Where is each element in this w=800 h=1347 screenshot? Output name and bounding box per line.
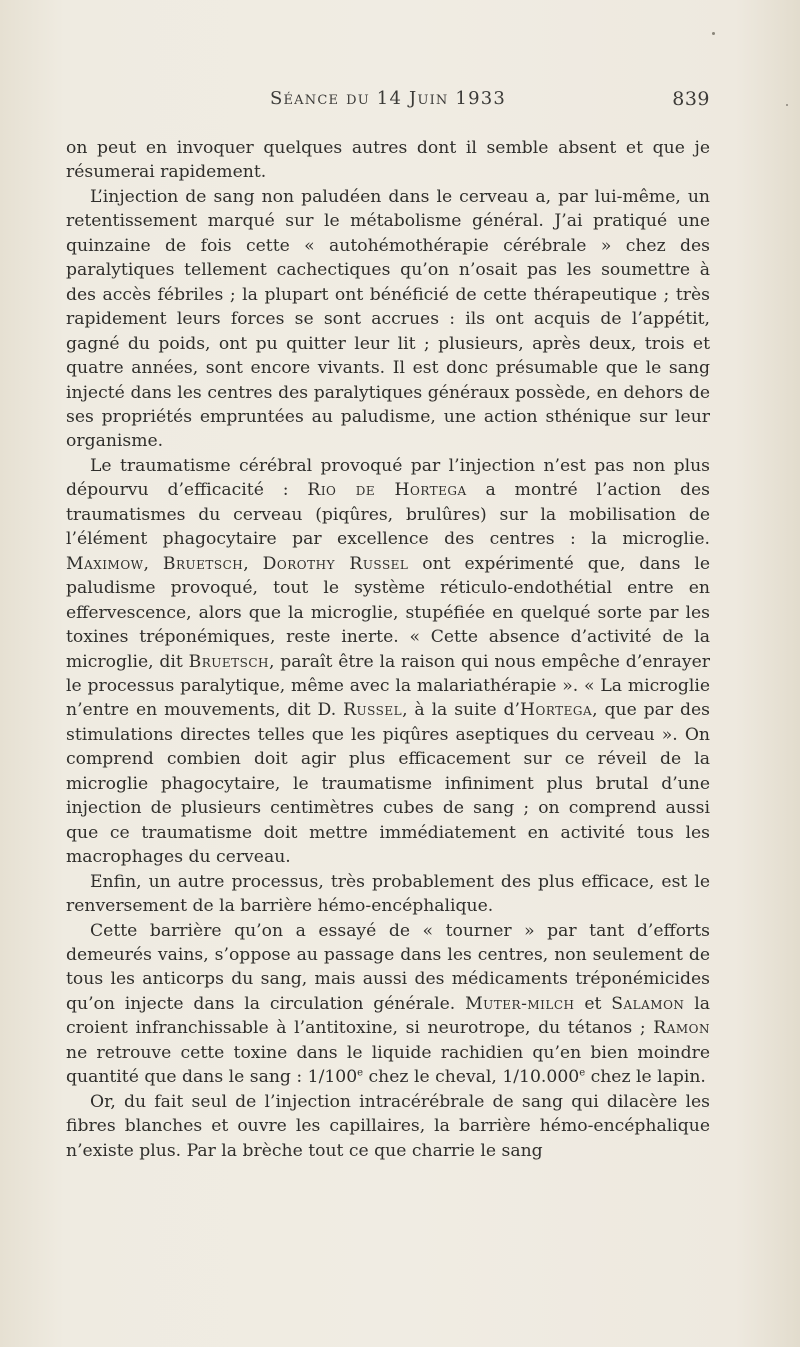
text-run: , que par des stimulations directes telles que les piqûres aseptiques du cerveau ». On comprend combien doit agir plus efficacement sur ce réveil de la microglie phagocytaire, le traumatisme infiniment plus brutal d’une injection de plusieurs centimètres cubes de sang ; on comprend aussi que ce traumatisme doit mettre immédiatement en activité tous les macrophages du cerveau. xyxy=(66,700,710,868)
text-run: a montré l’action des traumatismes du cerveau (piqûres, brulûres) sur la mobilisation de l’élément phagocytaire par excellence des centres : la microglie. xyxy=(66,480,710,550)
body-text xyxy=(66,136,710,1163)
paragraph xyxy=(66,919,710,1090)
text-run: , xyxy=(143,553,163,574)
author-name: Bruetsch xyxy=(162,553,244,574)
text-run: Le traumatisme cérébral provoqué par l’injection n’est pas non plus dépourvu d’efficacité : xyxy=(66,455,710,501)
author-name: Maximow xyxy=(66,553,144,574)
paper-speck xyxy=(712,32,715,35)
paper-speck xyxy=(786,104,788,106)
author-name: Russel xyxy=(343,700,403,721)
author-name: Salamon xyxy=(611,993,685,1014)
text-run: chez le cheval, 1/10.000 xyxy=(363,1067,580,1088)
text-run: la croient infranchissable à l’antitoxine, si neurotrope, du tétanos ; xyxy=(66,993,710,1039)
superscript: e xyxy=(579,1067,586,1079)
text-run: Cette barrière qu’on a essayé de « tourner » par tant d’efforts demeurés vains, s’oppose au passage dans les centres, non seulement de tous les anticorps du sang, mais aussi des médicaments tréponémicides qu’on injecte dans la circulation générale. xyxy=(66,920,710,1014)
superscript: e xyxy=(357,1067,364,1079)
text-run: , à la suite d’ xyxy=(402,700,520,721)
text-run: Enfin, un autre processus, très probablement des plus efficace, est le renversement de la barrière hémo-encéphalique. xyxy=(66,871,710,917)
page-number: 839 xyxy=(672,88,710,110)
text-run: , paraît être la raison qui nous empêche d’enrayer le processus paralytique, même avec la malariathérapie ». « La microglie n’entre en mouvements, dit D. xyxy=(66,651,710,721)
author-name: Rio de Hortega xyxy=(307,480,467,501)
paragraph xyxy=(66,1090,710,1163)
page-header xyxy=(66,84,710,114)
paragraph xyxy=(66,870,710,919)
text-run: , xyxy=(243,553,263,574)
text-run: ne retrouve cette toxine dans le liquide rachidien qu’en bien moindre quantité que dans le sang : 1/100 xyxy=(66,1042,710,1088)
author-name: Hortega xyxy=(520,700,593,721)
text-run: Or, du fait seul de l’injection intracérébrale de sang qui dilacère les fibres blanches et ouvre les capillaires, la barrière hémo-encéphalique n’existe plus. Par la brèche tout ce que charrie le sang xyxy=(66,1091,710,1161)
text-run: on peut en invoquer quelques autres dont il semble absent et que je résumerai rapidement. xyxy=(66,138,710,183)
text-run: et xyxy=(574,993,612,1014)
text-run: L’injection de sang non paludéen dans le cerveau a, par lui-même, un retentissement marqué sur le métabolisme général. J’ai pratiqué une quinzaine de fois cette « autohémothérapie cérébrale » chez des paralytiques tellement cachectiques qu’on n’osait pas les soumettre à des accès fébriles ; la plupart ont bénéficié de cette thérapeutique ; très rapidement leurs forces se sont accrues : ils ont acquis de l’appétit, gagné du poids, ont pu quitter leur lit ; plusieurs, après deux, trois et quatre années, sont encore vivants. Il est donc présumable que le sang injecté dans les centres des paralytiques généraux possède, en dehors de ses propriétés empruntées au paludisme, une action sthénique sur leur organisme. xyxy=(66,186,710,452)
paragraph xyxy=(66,136,710,185)
author-name: Muter-milch xyxy=(465,993,575,1014)
author-name: Ramon xyxy=(653,1018,710,1039)
running-title: Séance du 14 Juin 1933 xyxy=(269,88,507,109)
author-name: Dorothy Russel xyxy=(262,553,409,574)
text-run: chez le lapin. xyxy=(585,1067,706,1088)
paragraph xyxy=(66,185,710,454)
text-run: ont expérimenté que, dans le paludisme provoqué, tout le système réticulo-endothétial entre en effervescence, alors que la microglie, stupéfiée en quelqué sorte par les toxines tréponémiques, reste inerte. « Cette absence d’activité de la microglie, dit xyxy=(66,553,710,672)
author-name: Bruetsch xyxy=(188,651,270,672)
paragraph xyxy=(66,454,710,870)
